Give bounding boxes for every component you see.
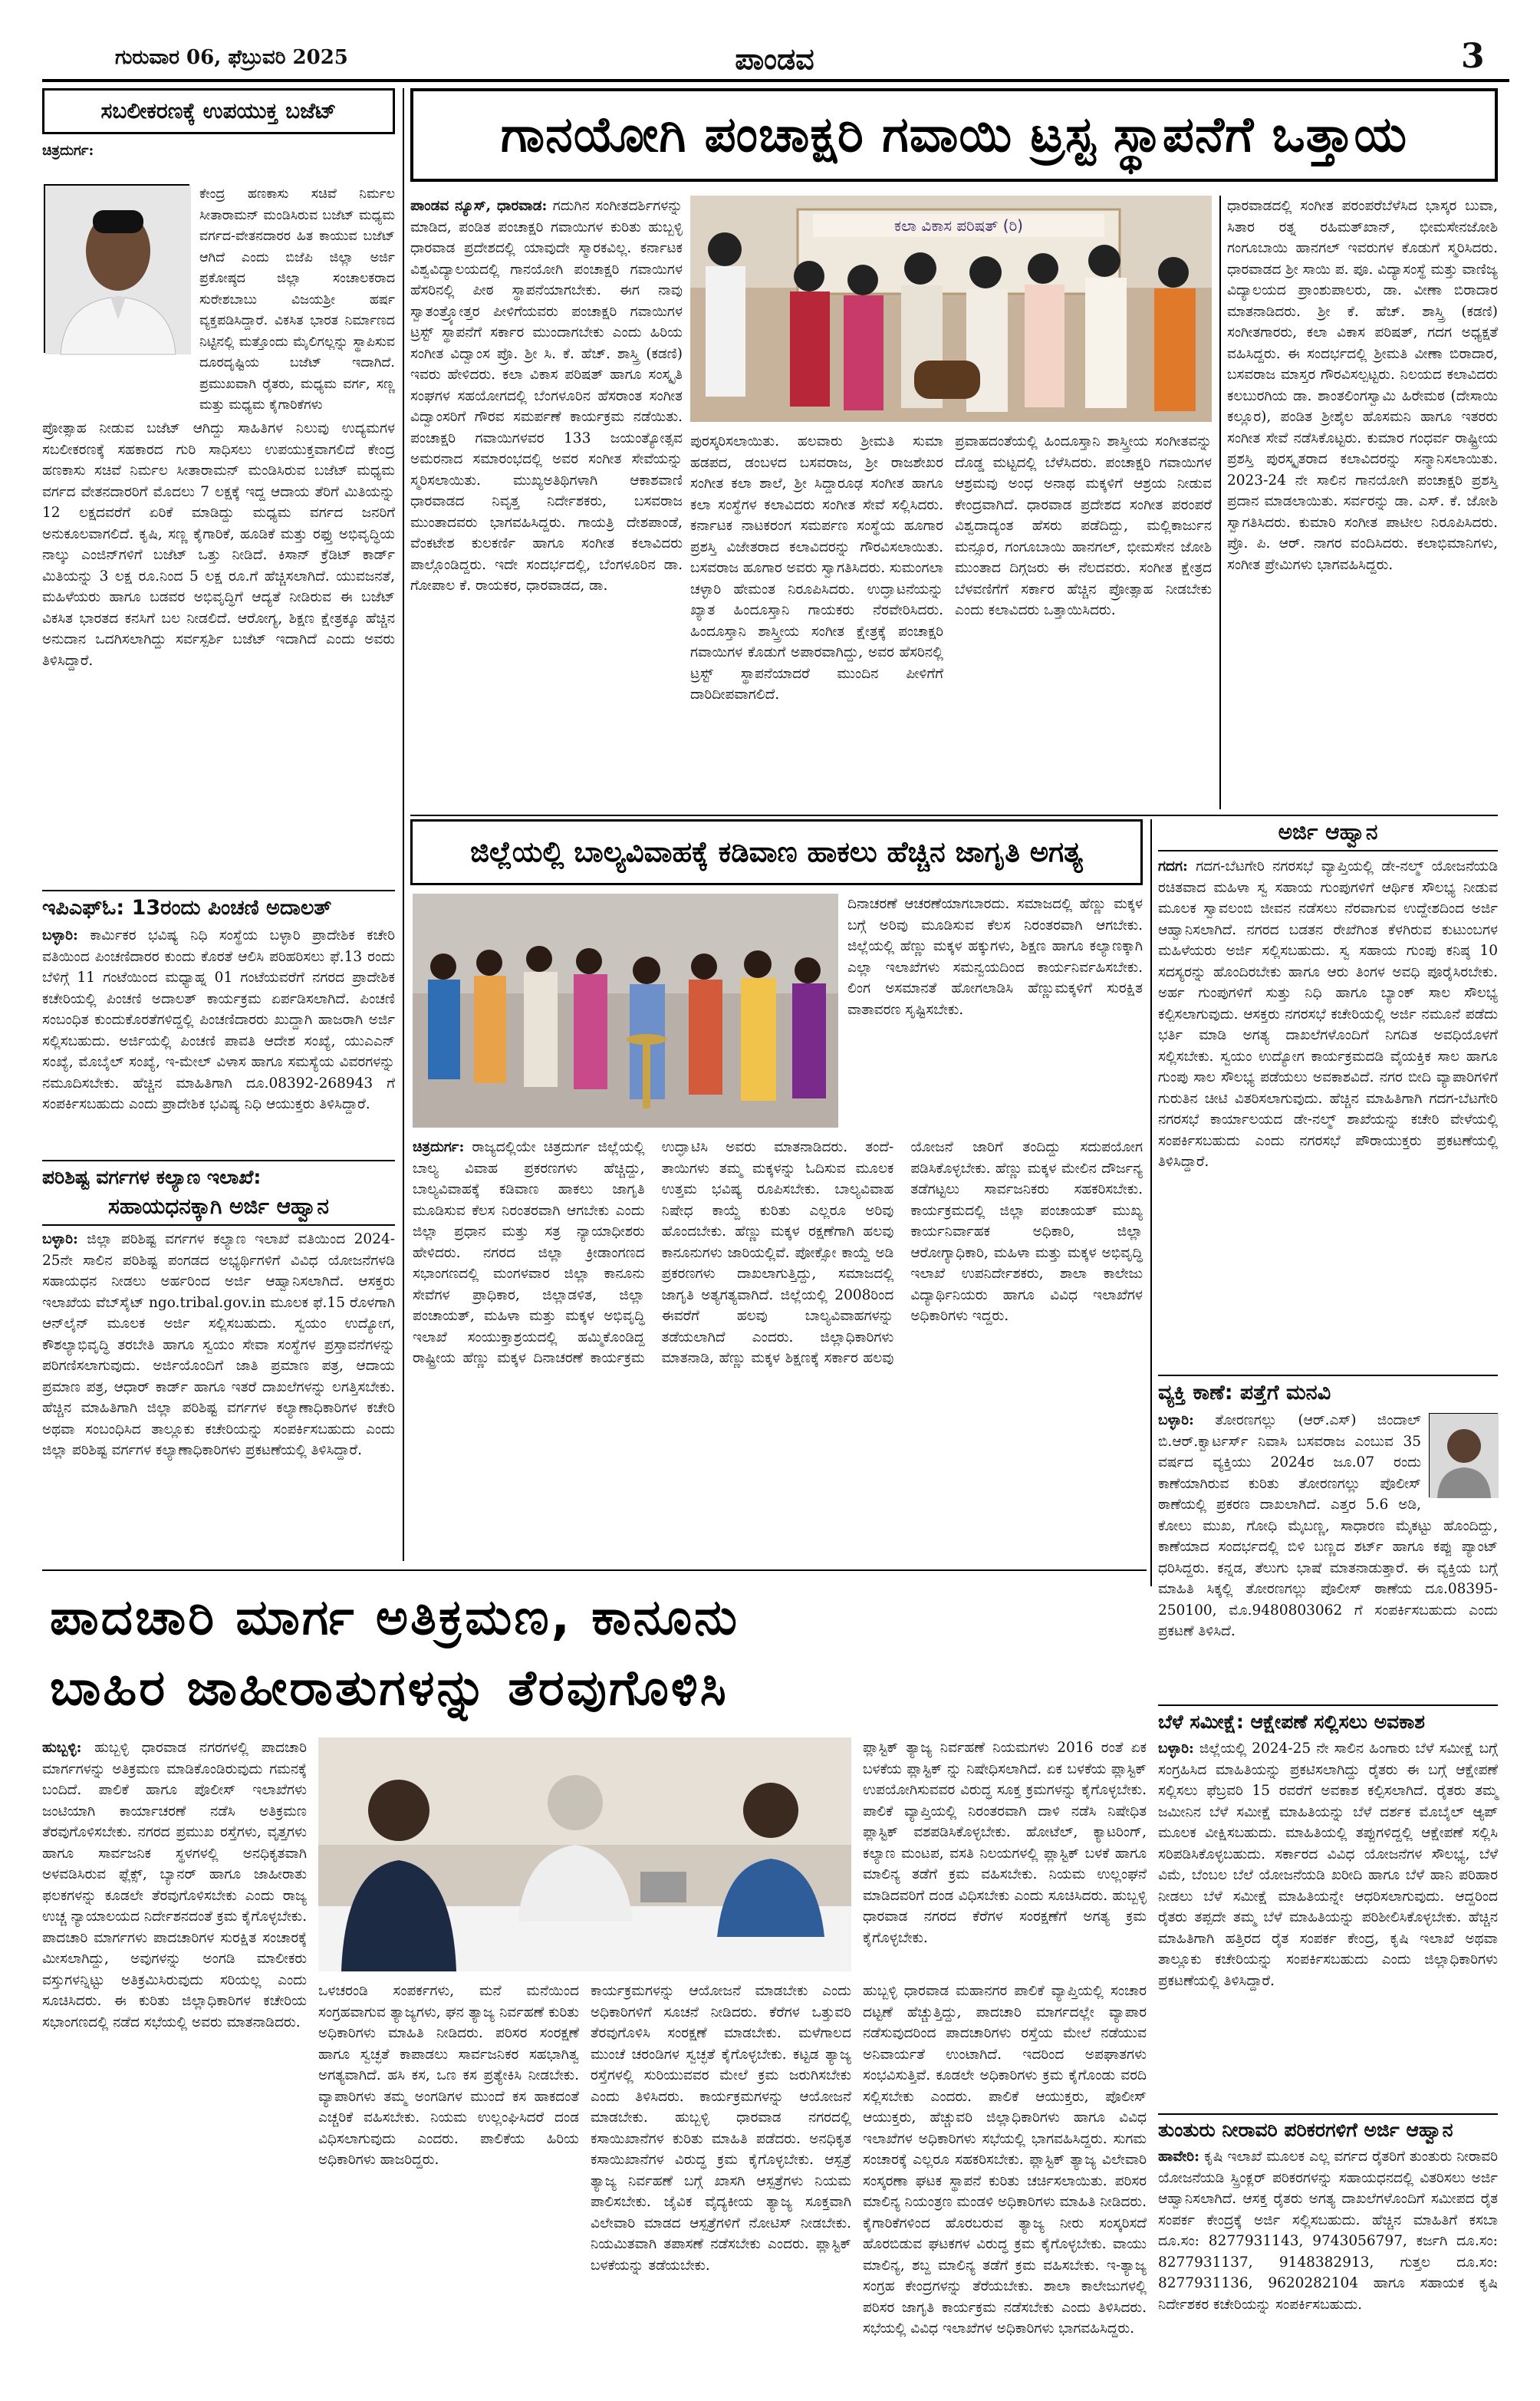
trust-body-mid: ಪುರಸ್ಕರಿಸಲಾಯಿತು. ಹಲವಾರು ಶ್ರೀಮತಿ ಸುಮಾ ಹಡಪದ, ಡಂಬಳದ ಬಸವರಾಜ, ಶ್ರೀ ರಾಜಶೇಖರ ಸಂಗೀತ ಕಲಾ ಶಾಲೆ, ಶ್ರೀ ಸಿದ್ದಾರೂಢ ಸಂಗೀತ ಹಾಗೂ ಕಲಾ ಸಂಸ್ಥೆಗಳ ಕಲಾವಿದರು ಸಂಗೀತ ಸೇವೆ ಸಲ್ಲಿಸಿದರು. ಕರ್ನಾಟಕ ನಾಟಕರಂಗ ಸಮರ್ಪಣ ಸಂಸ್ಥೆಯ ಹೂಗಾರ ಪ್ರಶಸ್ತಿ ವಿಜೇತರಾದ ಕಲಾವಿದರನ್ನು ಗೌರವಿಸಲಾಯಿತು. ಬಸವರಾಜ ಹೂಗಾರ ಅವರು ಸ್ವಾಗತಿಸಿದರು. ಸುಮಂಗಲಾ ಚಳ್ಳಾರಿ ಹೇಮಂತ ನಿರೂಪಿಸಿದರು. ಉದ್ಘಾಟನೆಯನ್ನು ಖ್ಯಾತ ಹಿಂದೂಸ್ತಾನಿ ಗಾಯಕರು ನೆರವೇರಿಸಿದರು. ಹಿಂದೂಸ್ತಾನಿ ಶಾಸ್ತ್ರೀಯ ಸಂಗೀತ ಕ್ಷೇತ್ರಕ್ಕೆ ಪಂಚಾಕ್ಷರಿ ಗವಾಯಿಗಳ ಕೊಡುಗೆ ಅಪಾರವಾಗಿದ್ದು, ಅವರ ಹೆಸರಿನಲ್ಲಿ ಟ್ರಸ್ಟ್ ಸ್ಥಾಪನೆಯಾದರೆ ಮುಂದಿನ ಪೀಳಿಗೆಗೆ ದಾರಿದೀಪವಾಗಲಿದೆ.: [690, 433, 944, 703]
trust-event-photo: [690, 196, 1212, 422]
budget-headline-box: [42, 88, 395, 134]
story-missing: [1158, 1381, 1498, 1703]
footpath-headline-1: ಪಾದಚಾರಿ ಮಾರ್ಗ ಅತಿಕ್ರಮಣ, ಕಾನೂನು: [50, 1589, 740, 1646]
epf-body: [42, 925, 395, 1148]
footpath-body-c: ಪ್ಲಾಸ್ಟಿಕ್ ತ್ಯಾಜ್ಯ ನಿರ್ವಹಣೆ ನಿಯಮಗಳು 2016 ರಂತೆ ಏಕ ಬಳಕೆಯ ಪ್ಲಾಸ್ಟಿಕ್ ನ್ನು ನಿಷೇಧಿಸಲಾಗಿದೆ. ಏಕ ಬಳಕೆಯ ಪ್ಲಾಸ್ಟಿಕ್ ಉಪಯೋಗಿಸುವವರ ವಿರುದ್ಧ ಸೂಕ್ತ ಕ್ರಮಗಳನ್ನು ಕೈಗೊಳ್ಳಬೇಕು. ಪಾಲಿಕೆ ವ್ಯಾಪ್ತಿಯಲ್ಲಿ ನಿರಂತರವಾಗಿ ದಾಳಿ ನಡೆಸಿ ನಿಷೇಧಿತ ಪ್ಲಾಸ್ಟಿಕ್ ವಶಪಡಿಸಿಕೊಳ್ಳಬೇಕು. ಹೋಟೆಲ್, ಕ್ಯಾಟರಿಂಗ್, ಕಲ್ಯಾಣ ಮಂಟಪ, ವಸತಿ ನಿಲಯಗಳಲ್ಲಿ ಪ್ಲಾಸ್ಟಿಕ್ ಬಳಕೆ ಹಾಗೂ ಮಾಲಿನ್ಯ ತಡೆಗೆ ಕ್ರಮ ವಹಿಸಬೇಕು. ನಿಯಮ ಉಲ್ಲಂಘನೆ ಮಾಡಿದವರಿಗೆ ದಂಡ ವಿಧಿಸಬೇಕು ಎಂದು ಸೂಚಿಸಿದರು. ಹುಬ್ಬಳ್ಳಿ ಧಾರವಾಡ ನಗರದ ಕೆರೆಗಳ ಸಂರಕ್ಷಣೆಗೆ ಅಗತ್ಯ ಕ್ರಮ ಕೈಗೊಳ್ಳಬೇಕು.: [863, 1740, 1147, 1946]
trust-body-far: ಧಾರವಾಡದಲ್ಲಿ ಸಂಗೀತ ಪರಂಪರೆಬೆಳೆಸಿದ ಭಾಸ್ಕರ ಬುವಾ, ಸಿತಾರ ರತ್ನ ರಹಿಮತ್‌ಖಾನ್, ಭೀಮಸೇನಜೋಶಿ ಗಂಗೂಬಾಯಿ ಹಾನಗಲ್ ಇವರುಗಳ ಕೊಡುಗೆ ಸ್ಮರಿಸಿದರು. ಧಾರವಾಡದ ಶ್ರೀ ಸಾಯಿ ಪ. ಪೂ. ವಿದ್ಯಾಸಂಸ್ಥೆ ಮತ್ತು ವಾಣಿಜ್ಯ ವಿದ್ಯಾಲಯದ ಪ್ರಾಂಶುಪಾಲರು, ಡಾ. ವೀಣಾ ಬಿರಾದಾರ ಮಾತನಾಡಿದರು. ಶ್ರೀ ಕೆ. ಹೆಚ್. ಶಾಸ್ತ್ರಿ (ಕಡಣಿ) ಸಂಗೀತಗಾರರು, ಕಲಾ ವಿಕಾಸ ಪರಿಷತ್, ಗದಗ ಅಧ್ಯಕ್ಷತೆ ವಹಿಸಿದ್ದರು. ಈ ಸಂದರ್ಭದಲ್ಲಿ ಶ್ರೀಮತಿ ವೀಣಾ ಬಿರಾದಾರ, ಬಸವರಾಜ ಮಾಸ್ತರ ಗೌರವಿಸಲ್ಪಟ್ಟರು. ನಿಲಯದ ಕಲಾವಿದರು ಕಲಬುರಗಿಯ ಡಾ. ಶಾಂತಲಿಂಗಸ್ವಾಮಿ ಹಿರೇಮಠ (ದೇಸಾಯಿ ಕಲ್ಲೂರ), ಪಂಡಿತ ಶ್ರೀಶೈಲ ಹೊಸಮನಿ ಹಾಗೂ ಇತರರು ಸಂಗೀತ ಸೇವೆ ನಡೆಸಿಕೊಟ್ಟರು. ಕುಮಾರ ಗಂಧರ್ವ ರಾಷ್ಟ್ರೀಯ ಪ್ರಶಸ್ತಿ ಪುರಸ್ಕೃತರಾದ ಕಲಾವಿದರನ್ನು ಸನ್ಮಾನಿಸಲಾಯಿತು. 2023-24 ನೇ ಸಾಲಿನ ಗಾನಯೋಗಿ ಪಂಚಾಕ್ಷರಿ ಪ್ರಶಸ್ತಿ ಪ್ರದಾನ ಮಾಡಲಾಯಿತು. ಸರ್ವರನ್ನು ಡಾ. ಎಸ್. ಕೆ. ಜೋಶಿ ಸ್ವಾಗತಿಸಿದರು. ಕುಮಾರಿ ಸಂಗೀತ ಪಾಟೀಲ ನಿರೂಪಿಸಿದರು. ಪ್ರೊ. ಪಿ. ಆರ್. ನಾಗರ ವಂದಿಸಿದರು. ಕಲಾಭಿಮಾನಿಗಳು, ಸಂಗೀತ ಪ್ರೇಮಿಗಳು ಭಾಗವಹಿಸಿದ್ದರು.: [1227, 198, 1498, 573]
childmarriage-body-top-col: [847, 894, 1143, 1128]
footpath-headline-box: [42, 1576, 1147, 1730]
missing-dateline: ಬಳ್ಳಾರಿ:: [1158, 1412, 1194, 1428]
childmarriage-body: [413, 1137, 1143, 1369]
tribal-body-text: ಜಿಲ್ಲಾ ಪರಿಶಿಷ್ಟ ವರ್ಗಗಳ ಕಲ್ಯಾಣ ಇಲಾಖೆ ವತಿಯಿಂದ 2024-25ನೇ ಸಾಲಿನ ಪರಿಶಿಷ್ಟ ಪಂಗಡದ ಅಭ್ಯರ್ಥಿಗಳಿಗೆ ವಿವಿಧ ಯೋಜನೆಗಳಡಿ ಸಹಾಯಧನ ನೀಡಲು ಅರ್ಹರಿಂದ ಅರ್ಜಿ ಆಹ್ವಾನಿಸಲಾಗಿದೆ. ಆಸಕ್ತರು ಇಲಾಖೆಯ ವೆಬ್‌ಸೈಟ್ ngo.tribal.gov.in ಮೂಲಕ ಫೆ.15 ರೊಳಗಾಗಿ ಆನ್‌ಲೈನ್ ಮೂಲಕ ಅರ್ಜಿ ಸಲ್ಲಿಸಬಹುದು. ಸ್ವಯಂ ಉದ್ಯೋಗ, ಕೌಶಲ್ಯಾಭಿವೃದ್ಧಿ ತರಬೇತಿ ಹಾಗೂ ಸ್ವಯಂ ಸೇವಾ ಸಂಸ್ಥೆಗಳ ಪ್ರಸ್ತಾವನೆಗಳನ್ನು ಪರಿಗಣಿಸಲಾಗುವುದು. ಅರ್ಜಿಯೊಂದಿಗೆ ಜಾತಿ ಪ್ರಮಾಣ ಪತ್ರ, ಆದಾಯ ಪ್ರಮಾಣ ಪತ್ರ, ಆಧಾರ್ ಕಾರ್ಡ್ ಹಾಗೂ ಇತರೆ ದಾಖಲೆಗಳನ್ನು ಲಗತ್ತಿಸಬೇಕು. ಹೆಚ್ಚಿನ ಮಾಹಿತಿಗಾಗಿ ಜಿಲ್ಲಾ ಪರಿಶಿಷ್ಟ ವರ್ಗಗಳ ಕಲ್ಯಾಣಾಧಿಕಾರಿಗಳ ಕಚೇರಿ ಅಥವಾ ಸಂಬಂಧಿಸಿದ ತಾಲ್ಲೂಕು ಕಚೇರಿಯನ್ನು ಸಂಪರ್ಕಿಸಬಹುದು ಎಂದು ಜಿಲ್ಲಾ ಪರಿಶಿಷ್ಟ ವರ್ಗಗಳ ಕಲ್ಯಾಣಾಧಿಕಾರಿಗಳು ಪ್ರಕಟಣೆಯಲ್ಲಿ ತಿಳಿಸಿದ್ದಾರೆ.: [42, 1231, 395, 1458]
childmarriage-body-top: ದಿನಾಚರಣೆ ಆಚರಣೆಯಾಗಬಾರದು. ಸಮಾಜದಲ್ಲಿ ಹೆಣ್ಣು ಮಕ್ಕಳ ಬಗ್ಗೆ ಅರಿವು ಮೂಡಿಸುವ ಕೆಲಸ ನಿರಂತರವಾಗಿ ಆಗಬೇಕು. ಜಿಲ್ಲೆಯಲ್ಲಿ ಹೆಣ್ಣು ಮಕ್ಕಳ ಹಕ್ಕುಗಳು, ಶಿಕ್ಷಣ ಹಾಗೂ ಕಲ್ಯಾಣಕ್ಕಾಗಿ ಎಲ್ಲಾ ಇಲಾಖೆಗಳು ಸಮನ್ವಯದಿಂದ ಕಾರ್ಯನಿರ್ವಹಿಸಬೇಕು. ಲಿಂಗ ಅಸಮಾನತೆ ಹೋಗಲಾಡಿಸಿ ಹೆಣ್ಣುಮಕ್ಕಳಿಗೆ ಸುರಕ್ಷಿತ ವಾತಾವರಣ ಸೃಷ್ಟಿಸಬೇಕು.: [847, 896, 1143, 1018]
footpath-body-d-text: ಕಾರ್ಯಕ್ರಮಗಳನ್ನು ಆಯೋಜನೆ ಮಾಡಬೇಕು ಎಂದು ಅಧಿಕಾರಿಗಳಿಗೆ ಸೂಚನೆ ನೀಡಿದರು. ಕೆರೆಗಳ ಒತ್ತುವರಿ ತೆರವುಗೊಳಿಸಿ ಸಂರಕ್ಷಣೆ ಮಾಡಬೇಕು. ಮಳೆಗಾಲದ ಮುಂಚೆ ಚರಂಡಿಗಳ ಸ್ವಚ್ಛತೆ ಕೈಗೊಳ್ಳಬೇಕು. ಕಟ್ಟಡ ತ್ಯಾಜ್ಯ ರಸ್ತೆಗಳಲ್ಲಿ ಸುರಿಯುವವರ ಮೇಲೆ ಕ್ರಮ ಜರುಗಿಸಬೇಕು ಎಂದು ತಿಳಿಸಿದರು.: [591, 1983, 851, 2105]
application-body-text: ಗದಗ-ಬೆಟಗೇರಿ ನಗರಸಭೆ ವ್ಯಾಪ್ತಿಯಲ್ಲಿ ಡೇ-ನಲ್ಮ್ ಯೋಜನೆಯಡಿ ರಚಿತವಾದ ಮಹಿಳಾ ಸ್ವ ಸಹಾಯ ಗುಂಪುಗಳಿಗೆ ಆರ್ಥಿಕ ಸೌಲಭ್ಯ ನೀಡುವ ಮೂಲಕ ಸ್ವಾವಲಂಬಿ ಜೀವನ ನಡೆಸಲು ನೆರವಾಗುವ ಉದ್ದೇಶದಿಂದ ಅರ್ಜಿ ಆಹ್ವಾನಿಸಲಾಗಿದೆ. ನಗರದ ಬಡತನ ರೇಖೆಗಿಂತ ಕೆಳಗಿರುವ ಕುಟುಂಬಗಳ ಮಹಿಳೆಯರು ಅರ್ಜಿ ಸಲ್ಲಿಸಬಹುದು. ಸ್ವ ಸಹಾಯ ಗುಂಪು ಕನಿಷ್ಠ 10 ಸದಸ್ಯರನ್ನು ಹೊಂದಿರಬೇಕು ಹಾಗೂ ಆರು ತಿಂಗಳ ಅವಧಿ ಪೂರೈಸಿರಬೇಕು. ಅರ್ಹ ಗುಂಪುಗಳಿಗೆ ಸುತ್ತು ನಿಧಿ ಹಾಗೂ ಬ್ಯಾಂಕ್ ಸಾಲ ಸೌಲಭ್ಯ ಕಲ್ಪಿಸಲಾಗುವುದು. ಆಸಕ್ತರು ನಗರಸಭೆ ಕಚೇರಿಯಲ್ಲಿ ಅರ್ಜಿ ನಮೂನೆ ಪಡೆದು ಭರ್ತಿ ಮಾಡಿ ಅಗತ್ಯ ದಾಖಲೆಗಳೊಂದಿಗೆ ನಿಗದಿತ ಅವಧಿಯೊಳಗೆ ಸಲ್ಲಿಸಬೇಕು. ಸ್ವಯಂ ಉದ್ಯೋಗ ಕಾರ್ಯಕ್ರಮದಡಿ ವೈಯಕ್ತಿಕ ಸಾಲ ಹಾಗೂ ಗುಂಪು ಸಾಲ ಸೌಲಭ್ಯ ಪಡೆಯಲು ಅವಕಾಶವಿದೆ. ನಗರ ಬೀದಿ ವ್ಯಾಪಾರಿಗಳಿಗೆ ಗುರುತಿನ ಚೀಟಿ ವಿತರಿಸಲಾಗುವುದು. ಹೆಚ್ಚಿನ ಮಾಹಿತಿಗಾಗಿ ಗದಗ-ಬೆಟಗೇರಿ ನಗರಸಭೆ ಕಾರ್ಯಾಲಯದ ಡೇ-ನಲ್ಮ್ ಶಾಖೆಯನ್ನು ಕಚೇರಿ ವೇಳೆಯಲ್ಲಿ ಸಂಪರ್ಕಿಸಬಹುದು ಎಂದು ನಗರಸಭೆ ಪೌರಾಯುಕ್ತರು ಪ್ರಕಟಣೆಯಲ್ಲಿ ತಿಳಿಸಿದ್ದಾರೆ.: [1158, 858, 1498, 1170]
childmarriage-event-photo: [413, 894, 838, 1128]
photo-banner-text: ಕಲಾ ವಿಕಾಸ ಪರಿಷತ್ (ರಿ): [894, 216, 1023, 235]
trust-body-far-col: [1227, 196, 1498, 808]
officials-meeting-photo-icon: [318, 1737, 851, 1971]
column-rule: [1219, 196, 1221, 809]
tribal-headline-2: ಸಹಾಯಧನಕ್ಕಾಗಿ ಅರ್ಜಿ ಆಹ್ವಾನ: [42, 1194, 395, 1226]
footpath-body-c-col: [863, 1737, 1147, 1971]
crop-body: [1158, 1738, 1498, 2099]
trust-dateline: ಪಾಂಡವ ನ್ಯೂಸ್, ಧಾರವಾಡ:: [410, 198, 548, 214]
story-application: [1158, 819, 1498, 1372]
childmarriage-body-col: [413, 1137, 1143, 1551]
crop-headline: ಬೆಳೆ ಸಮೀಕ್ಷೆ: ಆಕ್ಷೇಪಣೆ ಸಲ್ಲಿಸಲು ಅವಕಾಶ: [1158, 1711, 1425, 1733]
childmarriage-headline-box: [410, 819, 1143, 885]
masthead-paper-name: ಪಾಂಡವ: [735, 42, 814, 76]
irrigation-body: [1158, 2146, 1498, 2369]
trust-body-left-col: [410, 196, 683, 808]
trust-headline: ಗಾನಯೋಗಿ ಪಂಚಾಕ್ಷರಿ ಗವಾಯಿ ಟ್ರಸ್ಟ ಸ್ಥಾಪನೆಗೆ ಒತ್ತಾಯ: [500, 107, 1408, 163]
trust-body-mid-col: [690, 431, 943, 807]
divider: [410, 815, 1498, 816]
budget-body-wrap: ಕೇಂದ್ರ ಹಣಕಾಸು ಸಚಿವೆ ನಿರ್ಮಲ ಸೀತಾರಾಮನ್ ಮಂಡಿಸಿರುವ ಬಜೆಟ್ ಮಧ್ಯಮ ವರ್ಗದ-ವೇತನದಾರರ ಹಿತ ಕಾಯುವ ಬಜೆಟ್ ಆಗಿದೆ ಎಂದು ಬಿಜೆಪಿ ಜಿಲ್ಲಾ ಅರ್ಜಿ ಪ್ರಕೋಷ್ಠದ ಜಿಲ್ಲಾ ಸಂಚಾಲಕರಾದ ಸುರೇಶಬಾಬು ವಿಜಯಶ್ರೀ ಹರ್ಷ ವ್ಯಕ್ತಪಡಿಸಿದ್ದಾರೆ. ವಿಕಸಿತ ಭಾರತ ನಿರ್ಮಾಣದ ನಿಟ್ಟಿನಲ್ಲಿ ಮತ್ತೊಂದು ಮೈಲಿಗಲ್ಲನ್ನು ಸ್ಥಾಪಿಸುವ ದೂರದೃಷ್ಟಿಯ ಬಜೆಟ್ ಇದಾಗಿದೆ. ಪ್ರಮುಖವಾಗಿ ರೈತರು, ಮಧ್ಯಮ ವರ್ಗ, ಸಣ್ಣ ಮತ್ತು ಮಧ್ಯಮ ಕೈಗಾರಿಕೆಗಳು: [199, 186, 395, 413]
missing-person-photo: [1429, 1413, 1498, 1497]
crop-dateline: ಬಳ್ಳಾರಿ:: [1158, 1741, 1194, 1757]
divider: [1158, 1375, 1498, 1376]
trust-body-left-text: ಗದುಗಿನ ಸಂಗೀತದರ್ಶಿಗಳನ್ನು ಮಾಡಿದ, ಪಂಡಿತ ಪಂಚಾಕ್ಷರಿ ಗವಾಯಿಗಳ ಕುರಿತು ಹುಬ್ಬಳ್ಳಿ ಧಾರವಾಡ ಪ್ರದೇಶದಲ್ಲಿ ಯಾವುದೇ ಸ್ಮಾರಕವಿಲ್ಲ. ಕರ್ನಾಟಕ ವಿಶ್ವವಿದ್ಯಾಲಯದಲ್ಲಿ ಗಾನಯೋಗಿ ಪಂಚಾಕ್ಷರಿ ಗವಾಯಿಗಳ ಹೆಸರಿನಲ್ಲಿ ಪೀಠ ಸ್ಥಾಪನೆಯಾಗಬೇಕು. ಈಗ ನಾವು ಸ್ವಾತಂತ್ರ್ಯೋತ್ತರ ಪೀಳಿಗೆಯವರು ಪಂಚಾಕ್ಷರಿ ಗವಾಯಿಗಳ ಟ್ರಸ್ಟ್ ಸ್ಥಾಪನೆಗೆ ಸರ್ಕಾರ ಮುಂದಾಗಬೇಕು ಎಂದು ಹಿರಿಯ ಸಂಗೀತ ವಿದ್ವಾಂಸ ಪ್ರೊ. ಶ್ರೀ ಸಿ. ಕೆ. ಹೆಚ್. ಶಾಸ್ತ್ರಿ (ಕಡಣಿ) ಇವರು ಹೇಳಿದರು. ಕಲಾ ವಿಕಾಸ ಪರಿಷತ್ ಹಾಗೂ ಸಂಸ್ಕೃತಿ ಸಂಘಗಳ ಸಹಯೋಗದಲ್ಲಿ ಬೆಂಗಳೂರಿನ ಹೆಸರಾಂತ ಸಂಗೀತ ವಿದ್ವಾಂಸರಿಗೆ ಗೌರವ ಸಮರ್ಪಣೆ ಕಾರ್ಯಕ್ರಮ ನಡೆಯಿತು. ಪಂಚಾಕ್ಷರಿ ಗವಾಯಿಗಳವರ 133 ಜಯಂತ್ಯೋತ್ಸವ ಅಮರನಾದ ಸಮಾರಂಭದಲ್ಲಿ ಅವರ ಸಂಗೀತ ಸೇವೆಯನ್ನು ಸ್ಮರಿಸಲಾಯಿತು. ಮುಖ್ಯಅತಿಥಿಗಳಾಗಿ ಆಕಾಶವಾಣಿ ಧಾರವಾಡದ ನಿವೃತ್ತ ನಿರ್ದೇಶಕರು, ಬಸವರಾಜ ಮುಂತಾದವರು ಭಾಗವಹಿಸಿದ್ದರು. ಗಾಯತ್ರಿ ದೇಶಪಾಂಡೆ, ವೆಂಕಟೇಶ ಕುಲಕರ್ಣಿ ಹಾಗೂ ಸಂಗೀತ ಕಲಾವಿದರು ಪಾಲ್ಗೊಂಡಿದ್ದರು. ಇದೇ ಸಂದರ್ಭದಲ್ಲಿ, ಬೆಂಗಳೂರಿನ ಡಾ. ಗೋಪಾಲ ಕೆ. ರಾಯಕರ, ಧಾರವಾಡದ, ಡಾ.: [410, 198, 683, 594]
missing-headline: ವ್ಯಕ್ತಿ ಕಾಣೆ: ಪತ್ತೆಗೆ ಮನವಿ: [1158, 1381, 1331, 1405]
missing-person-icon: [1430, 1414, 1499, 1498]
group-felicitation-photo-icon: [690, 196, 1212, 422]
footpath-body-a-text: ಹುಬ್ಬಳ್ಳಿ ಧಾರವಾಡ ನಗರಗಳಲ್ಲಿ ಪಾದಚಾರಿ ಮಾರ್ಗಗಳನ್ನು ಅತಿಕ್ರಮಣ ಮಾಡಿಕೊಂಡಿರುವುದು ಗಮನಕ್ಕೆ ಬಂದಿದೆ. ಪಾಲಿಕೆ ಹಾಗೂ ಪೊಲೀಸ್ ಇಲಾಖೆಗಳು ಜಂಟಿಯಾಗಿ ಕಾರ್ಯಾಚರಣೆ ನಡೆಸಿ ಅತಿಕ್ರಮಣ ತೆರವುಗೊಳಿಸಬೇಕು. ನಗರದ ಪ್ರಮುಖ ರಸ್ತೆಗಳು, ವೃತ್ತಗಳು ಹಾಗೂ ಸಾರ್ವಜನಿಕ ಸ್ಥಳಗಳಲ್ಲಿ ಅನಧಿಕೃತವಾಗಿ ಅಳವಡಿಸಿರುವ ಫ್ಲೆಕ್ಸ್, ಬ್ಯಾನರ್ ಹಾಗೂ ಜಾಹೀರಾತು ಫಲಕಗಳನ್ನು ಕೂಡಲೇ ತೆರವುಗೊಳಿಸಬೇಕು ಎಂದು ರಾಜ್ಯ ಉಚ್ಚ ನ್ಯಾಯಾಲಯದ ನಿರ್ದೇಶನದಂತೆ ಕ್ರಮ ಕೈಗೊಳ್ಳಬೇಕು. ಪಾದಚಾರಿ ಮಾರ್ಗಗಳು ಪಾದಚಾರಿಗಳ ಸುರಕ್ಷಿತ ಸಂಚಾರಕ್ಕೆ ಮೀಸಲಾಗಿದ್ದು, ಅವುಗಳನ್ನು ಅಂಗಡಿ ಮಾಲೀಕರು ವಸ್ತುಗಳನ್ನಿಟ್ಟು ಅತಿಕ್ರಮಿಸಿರುವುದು ಸರಿಯಲ್ಲ ಎಂದು ಸೂಚಿಸಿದರು. ಈ ಕುರಿತು ಜಿಲ್ಲಾಧಿಕಾರಿಗಳ ಕಚೇರಿಯ ಸಭಾಂಗಣದಲ್ಲಿ ನಡೆದ ಸಭೆಯಲ್ಲಿ ಅವರು ಮಾತನಾಡಿದರು.: [42, 1740, 308, 2030]
budget-portrait-photo: [44, 184, 189, 353]
trust-body-right: ಪ್ರವಾಹದಂತೆಯಲ್ಲಿ ಹಿಂದೂಸ್ತಾನಿ ಶಾಸ್ತ್ರೀಯ ಸಂಗೀತವನ್ನು ದೊಡ್ಡ ಮಟ್ಟದಲ್ಲಿ ಬೆಳೆಸಿದರು. ಪಂಚಾಕ್ಷರಿ ಗವಾಯಿಗಳ ಆಶ್ರಮವು ಅಂಧ ಅನಾಥ ಮಕ್ಕಳಿಗೆ ಆಶ್ರಯ ನೀಡುವ ಕೇಂದ್ರವಾಗಿದೆ. ಧಾರವಾಡ ಪ್ರದೇಶದ ಸಂಗೀತ ಪರಂಪರೆ ವಿಶ್ವದಾದ್ಯಂತ ಹೆಸರು ಪಡೆದಿದ್ದು, ಮಲ್ಲಿಕಾರ್ಜುನ ಮನ್ಸೂರ, ಗಂಗೂಬಾಯಿ ಹಾನಗಲ್, ಭೀಮಸೇನ ಜೋಶಿ ಮುಂತಾದ ದಿಗ್ಗಜರು ಈ ನೆಲದವರು. ಸಂಗೀತ ಕ್ಷೇತ್ರದ ಬೆಳವಣಿಗೆಗೆ ಸರ್ಕಾರ ಹೆಚ್ಚಿನ ಪ್ರೋತ್ಸಾಹ ನೀಡಬೇಕು ಎಂದು ಕಲಾವಿದರು ಒತ್ತಾಯಿಸಿದರು.: [955, 433, 1212, 618]
story-tribal: [42, 1166, 395, 1565]
epf-headline: ಇಪಿಎಫ್‌ಓ: 13ರಂದು ಪಿಂಚಣಿ ಅದಾಲತ್: [42, 896, 332, 920]
footpath-body-d: [591, 1981, 851, 2374]
missing-body-text: ತೋರಣಗಲ್ಲು (ಆರ್.ಎಸ್) ಜಿಂದಾಲ್ ಬಿ.ಆರ್.ಕ್ವಾರ್ಟರ್ಸ್ ನಿವಾಸಿ ಬಸವರಾಜ ಎಂಬುವ 35 ವರ್ಷದ ವ್ಯಕ್ತಿಯು 2024ರ ಜೂ.07 ರಂದು ಕಾಣೆಯಾಗಿರುವ ಕುರಿತು ತೋರಣಗಲ್ಲು ಪೊಲೀಸ್ ಠಾಣೆಯಲ್ಲಿ ಪ್ರಕರಣ ದಾಖಲಾಗಿದೆ. ಎತ್ತರ 5.6 ಅಡಿ, ಕೋಲು ಮುಖ, ಗೋಧಿ ಮೈಬಣ್ಣ, ಸಾಧಾರಣ ಮೈಕಟ್ಟು ಹೊಂದಿದ್ದು, ಕಾಣೆಯಾದ ಸಂದರ್ಭದಲ್ಲಿ ಬಿಳಿ ಬಣ್ಣದ ಶರ್ಟ್ ಹಾಗೂ ಕಪ್ಪು ಪ್ಯಾಂಟ್ ಧರಿಸಿದ್ದರು. ಕನ್ನಡ, ತೆಲುಗು ಭಾಷೆ ಮಾತನಾಡುತ್ತಾರೆ. ಈ ವ್ಯಕ್ತಿಯ ಬಗ್ಗೆ ಮಾಹಿತಿ ಸಿಕ್ಕಲ್ಲಿ ತೋರಣಗಲ್ಲು ಪೊಲೀಸ್ ಠಾಣೆಯ ದೂ.08395-250100, ಮೊ.9480803062 ಗೆ ಸಂಪರ್ಕಿಸಬಹುದು ಎಂದು ಪ್ರಕಟಣೆ ತಿಳಿಸಿದೆ.: [1158, 1412, 1498, 1639]
irrigation-dateline: ಹಾವೇರಿ:: [1158, 2149, 1199, 2165]
footpath-body-g-col: [863, 1981, 1147, 2374]
epf-dateline: ಬಳ್ಳಾರಿ:: [42, 927, 78, 944]
budget-body-bottom: ಪ್ರೋತ್ಸಾಹ ನೀಡುವ ಬಜೆಟ್ ಆಗಿದ್ದು ಸಾಹಿತಿಗಳ ನಿಲುವು ಉದ್ಯಮಗಳ ಸಬಲೀಕರಣಕ್ಕೆ ಸಹಕಾರದ ಗುರಿ ಸಾಧಿಸಲು ಉಪಯುಕ್ತವಾಗಲಿದೆ ಕೇಂದ್ರ ಹಣಕಾಸು ಸಚಿವೆ ನಿರ್ಮಲ ಸೀತಾರಾಮನ್ ಮಂಡಿಸಿರುವ ಬಜೆಟ್ ಮಧ್ಯಮ ವರ್ಗದ ವೇತನದಾರರಿಗೆ ಮೊದಲು 7 ಲಕ್ಷಕ್ಕೆ ಇದ್ದ ಆದಾಯ ತೆರಿಗೆ ಮಿತಿಯನ್ನು 12 ಲಕ್ಷದವರೆಗೆ ಏರಿಕೆ ಮಾಡಿದ್ದು ಮಧ್ಯಮ ವರ್ಗದ ಜನರಿಗೆ ಅನುಕೂಲವಾಗಲಿದೆ. ಕೃಷಿ, ಸಣ್ಣ ಕೈಗಾರಿಕೆ, ಹೂಡಿಕೆ ಮತ್ತು ರಫ್ತು ಅಭಿವೃದ್ಧಿಯ ನಾಲ್ಕು ಎಂಜಿನ್‌ಗಳಿಗೆ ಬಜೆಟ್ ಒತ್ತು ನೀಡಿದೆ. ಕಿಸಾನ್ ಕ್ರೆಡಿಟ್ ಕಾರ್ಡ್ ಮಿತಿಯನ್ನು 3 ಲಕ್ಷ ರೂ.ನಿಂದ 5 ಲಕ್ಷ ರೂ.ಗೆ ಹೆಚ್ಚಿಸಲಾಗಿದೆ. ಯುವಜನತೆ, ಮಹಿಳೆಯರು ಹಾಗೂ ಬಡವರ ಅಭಿವೃದ್ಧಿಗೆ ಆದ್ಯತೆ ನೀಡಿರುವ ಈ ಬಜೆಟ್ ವಿಕಸಿತ ಭಾರತದ ಕನಸಿಗೆ ಬಲ ನೀಡಲಿದೆ. ಆರೋಗ್ಯ, ಶಿಕ್ಷಣ ಕ್ಷೇತ್ರಕ್ಕೂ ಹೆಚ್ಚಿನ ಅನುದಾನ ಒದಗಿಸಲಾಗಿದ್ದು ಸರ್ವಸ್ಪರ್ಶಿ ಬಜೆಟ್ ಇದಾಗಿದೆ ಎಂದು ಅವರು ತಿಳಿಸಿದ್ದಾರೆ.: [42, 420, 395, 669]
childmarriage-headline: ಜಿಲ್ಲೆಯಲ್ಲಿ ಬಾಲ್ಯವಿವಾಹಕ್ಕೆ ಕಡಿವಾಣ ಹಾಕಲು ಹೆಚ್ಚಿನ ಜಾಗೃತಿ ಅಗತ್ಯ: [470, 835, 1083, 868]
trust-headline-box: [410, 88, 1498, 182]
masthead-rule: [42, 79, 1509, 82]
trust-body-left: [410, 196, 683, 808]
tribal-headline-1: ಪರಿಶಿಷ್ಟ ವರ್ಗಗಳ ಕಲ್ಯಾಣ ಇಲಾಖೆ:: [42, 1166, 262, 1188]
budget-headline: ಸಬಲೀಕರಣಕ್ಕೆ ಉಪಯುಕ್ತ ಬಜೆಟ್: [100, 98, 337, 124]
application-headline: ಅರ್ಜಿ ಆಹ್ವಾನ: [1158, 819, 1498, 851]
trust-body-right-col: [955, 431, 1212, 807]
story-epf: [42, 896, 395, 1157]
application-body: [1158, 856, 1498, 1362]
divider: [42, 890, 395, 891]
footpath-body-a-col: [42, 1737, 307, 2374]
person-portrait-icon: [45, 186, 191, 354]
divider: [42, 1569, 1147, 1571]
divider: [1158, 2113, 1498, 2115]
footpath-body-g: [863, 1981, 1147, 2374]
footpath-headline-2: ಬಾಹಿರ ಜಾಹೀರಾತುಗಳನ್ನು ತೆರವುಗೊಳಿಸಿ: [50, 1660, 729, 1717]
budget-dateline: ಚಿತ್ರದುರ್ಗ:: [42, 143, 94, 159]
childmarriage-dateline: ಚಿತ್ರದುರ್ಗ:: [413, 1139, 465, 1155]
page-number: 3: [1461, 37, 1485, 76]
application-dateline: ಗದಗ:: [1158, 858, 1188, 874]
story-irrigation: [1158, 2119, 1498, 2376]
crop-body-text: ಜಿಲ್ಲೆಯಲ್ಲಿ 2024-25 ನೇ ಸಾಲಿನ ಹಿಂಗಾರು ಬೆಳೆ ಸಮೀಕ್ಷೆ ಬಗ್ಗೆ ಸಂಗ್ರಹಿಸಿದ ಮಾಹಿತಿಯನ್ನು ಪ್ರಕಟಿಸಲಾಗಿದ್ದು ರೈತರು ಈ ಬಗ್ಗೆ ಆಕ್ಷೇಪಣೆ ಸಲ್ಲಿಸಲು ಫೆಬ್ರವರಿ 15 ರವರೆಗೆ ಅವಕಾಶ ಕಲ್ಪಿಸಲಾಗಿದೆ. ರೈತರು ತಮ್ಮ ಜಮೀನಿನ ಬೆಳೆ ಸಮೀಕ್ಷೆ ಮಾಹಿತಿಯನ್ನು ಬೆಳೆ ದರ್ಶಕ ಮೊಬೈಲ್ ಆ್ಯಪ್ ಮೂಲಕ ವೀಕ್ಷಿಸಬಹುದು. ಮಾಹಿತಿಯಲ್ಲಿ ತಪ್ಪುಗಳಿದ್ದಲ್ಲಿ ಆಕ್ಷೇಪಣೆ ಸಲ್ಲಿಸಿ ಸರಿಪಡಿಸಿಕೊಳ್ಳಬಹುದು. ಸರ್ಕಾರದ ವಿವಿಧ ಯೋಜನೆಗಳ ಸೌಲಭ್ಯ, ಬೆಳೆ ವಿಮೆ, ಬೆಂಬಲ ಬೆಲೆ ಯೋಜನೆಯಡಿ ಖರೀದಿ ಹಾಗೂ ಬೆಳೆ ಹಾನಿ ಪರಿಹಾರ ನೀಡಲು ಬೆಳೆ ಸಮೀಕ್ಷೆ ಮಾಹಿತಿಯನ್ನೇ ಆಧರಿಸಲಾಗುವುದು. ಆದ್ದರಿಂದ ರೈತರು ತಪ್ಪದೇ ತಮ್ಮ ಬೆಳೆ ಮಾಹಿತಿಯನ್ನು ಪರಿಶೀಲಿಸಿಕೊಳ್ಳಬೇಕು. ಹೆಚ್ಚಿನ ಮಾಹಿತಿಗಾಗಿ ಹತ್ತಿರದ ರೈತ ಸಂಪರ್ಕ ಕೇಂದ್ರ, ಕೃಷಿ ಇಲಾಖೆ ಅಥವಾ ತಾಲ್ಲೂಕು ಕಚೇರಿಯನ್ನು ಸಂಪರ್ಕಿಸಬಹುದು ಎಂದು ಜಿಲ್ಲಾಧಿಕಾರಿಗಳು ಪ್ರಕಟಣೆಯಲ್ಲಿ ತಿಳಿಸಿದ್ದಾರೆ.: [1158, 1741, 1498, 1989]
story-crop: [1158, 1711, 1498, 2110]
footpath-body-b-text: ಹುಬ್ಬಳ್ಳಿ ಧಾರವಾಡ ಮಹಾನಗರ ಪಾಲಿಕೆ ವ್ಯಾಪ್ತಿಯಲ್ಲಿ ಸಂಚಾರ ದಟ್ಟಣೆ ಹೆಚ್ಚುತ್ತಿದ್ದು, ಪಾದಚಾರಿ ಮಾರ್ಗದಲ್ಲೇ ವ್ಯಾಪಾರ ನಡೆಸುವುದರಿಂದ ಪಾದಚಾರಿಗಳು ರಸ್ತೆಯ ಮೇಲೆ ನಡೆಯುವ ಅನಿವಾರ್ಯತೆ ಉಂಟಾಗಿದೆ. ಇದರಿಂದ ಅಪಘಾತಗಳು ಸಂಭವಿಸುತ್ತಿವೆ. ಕೂಡಲೇ ಅಧಿಕಾರಿಗಳು ಕ್ರಮ ಕೈಗೊಂಡು ವರದಿ ಸಲ್ಲಿಸಬೇಕು ಎಂದರು. ಪಾಲಿಕೆ ಆಯುಕ್ತರು, ಪೊಲೀಸ್ ಆಯುಕ್ತರು, ಹೆಚ್ಚುವರಿ ಜಿಲ್ಲಾಧಿಕಾರಿಗಳು ಹಾಗೂ ವಿವಿಧ ಇಲಾಖೆಗಳ ಅಧಿಕಾರಿಗಳು ಸಭೆಯಲ್ಲಿ ಭಾಗವಹಿಸಿದ್ದರು. ಸುಗಮ ಸಂಚಾರಕ್ಕೆ ಎಲ್ಲರೂ ಸಹಕರಿಸಬೇಕು.: [863, 1983, 1147, 2168]
irrigation-headline: ತುಂತುರು ನೀರಾವರಿ ಪರಿಕರಗಳಿಗೆ ಅರ್ಜಿ ಆಹ್ವಾನ: [1158, 2119, 1453, 2141]
column-rule: [1150, 819, 1152, 1586]
footpath-meeting-photo: [318, 1737, 851, 1971]
masthead-date: ಗುರುವಾರ 06, ಫೆಬ್ರುವರಿ 2025: [115, 46, 348, 69]
tribal-dateline: ಬಳ್ಳಾರಿ:: [42, 1231, 78, 1247]
footpath-body-g-text: ಪ್ಲಾಸ್ಟಿಕ್ ತ್ಯಾಜ್ಯ ವಿಲೇವಾರಿ ಸಂಸ್ಕರಣಾ ಘಟಕ ಸ್ಥಾಪನೆ ಕುರಿತು ಚರ್ಚಿಸಲಾಯಿತು. ಪರಿಸರ ಮಾಲಿನ್ಯ ನಿಯಂತ್ರಣ ಮಂಡಳಿ ಅಧಿಕಾರಿಗಳು ಮಾಹಿತಿ ನೀಡಿದರು. ಕೈಗಾರಿಕೆಗಳಿಂದ ಹೊರಬರುವ ತ್ಯಾಜ್ಯ ನೀರು ಸಂಸ್ಕರಿಸದೆ ಹೊರಬಿಡುವ ಘಟಕಗಳ ವಿರುದ್ಧ ಕ್ರಮ ಕೈಗೊಳ್ಳಬೇಕು. ವಾಯು ಮಾಲಿನ್ಯ, ಶಬ್ದ ಮಾಲಿನ್ಯ ತಡೆಗೆ ಕ್ರಮ ವಹಿಸಬೇಕು. ಇ-ತ್ಯಾಜ್ಯ ಸಂಗ್ರಹ ಕೇಂದ್ರಗಳನ್ನು ತೆರೆಯಬೇಕು. ಶಾಲಾ ಕಾಲೇಜುಗಳಲ್ಲಿ ಪರಿಸರ ಜಾಗೃತಿ ಕಾರ್ಯಕ್ರಮ ನಡೆಸಬೇಕು ಎಂದು ತಿಳಿಸಿದರು. ಸಭೆಯಲ್ಲಿ ವಿವಿಧ ಇಲಾಖೆಗಳ ಅಧಿಕಾರಿಗಳು ಭಾಗವಹಿಸಿದ್ದರು.: [863, 2152, 1147, 2337]
epf-body-text: ಕಾರ್ಮಿಕರ ಭವಿಷ್ಯ ನಿಧಿ ಸಂಸ್ಥೆಯ ಬಳ್ಳಾರಿ ಪ್ರಾದೇಶಿಕ ಕಚೇರಿ ವತಿಯಿಂದ ಪಿಂಚಣಿದಾರರ ಕುಂದು ಕೊರತೆ ಆಲಿಸಿ ಪರಿಹರಿಸಲು ಫೆ.13 ರಂದು ಬೆಳಿಗ್ಗೆ 11 ಗಂಟೆಯಿಂದ ಮಧ್ಯಾಹ್ನ 01 ಗಂಟೆಯವರೆಗೆ ನಗರದ ಪ್ರಾದೇಶಿಕ ಕಚೇರಿಯಲ್ಲಿ ಪಿಂಚಣಿ ಅದಾಲತ್ ಕಾರ್ಯಕ್ರಮ ಏರ್ಪಡಿಸಲಾಗಿದೆ. ಪಿಂಚಣಿ ಸಂಬಂಧಿತ ಕುಂದುಕೊರತೆಗಳಿದ್ದಲ್ಲಿ ಪಿಂಚಣಿದಾರರು ಖುದ್ದಾಗಿ ಹಾಜರಾಗಿ ಅರ್ಜಿ ಸಲ್ಲಿಸಬಹುದು. ಅರ್ಜಿಯಲ್ಲಿ ಪಿಂಚಣಿ ಪಾವತಿ ಆದೇಶ ಸಂಖ್ಯೆ, ಯುಎಎನ್ ಸಂಖ್ಯೆ, ಮೊಬೈಲ್ ಸಂಖ್ಯೆ, ಇ-ಮೇಲ್ ವಿಳಾಸ ಹಾಗೂ ಸಮಸ್ಯೆಯ ವಿವರಗಳನ್ನು ನಮೂದಿಸಬೇಕು. ಹೆಚ್ಚಿನ ಮಾಹಿತಿಗಾಗಿ ದೂ.08392-268943 ಗೆ ಸಂಪರ್ಕಿಸಬಹುದು ಎಂದು ಪ್ರಾದೇಶಿಕ ಭವಿಷ್ಯ ನಿಧಿ ಆಯುಕ್ತರು ತಿಳಿಸಿದ್ದಾರೆ.: [42, 927, 395, 1112]
column-rule: [403, 88, 404, 1561]
footpath-body-a: [42, 1737, 307, 2374]
irrigation-body-text: ಕೃಷಿ ಇಲಾಖೆ ಮೂಲಕ ಎಲ್ಲ ವರ್ಗದ ರೈತರಿಗೆ ತುಂತುರು ನೀರಾವರಿ ಯೋಜನೆಯಡಿ ಸ್ಪ್ರಿಂಕ್ಲರ್ ಪರಿಕರಗಳನ್ನು ಸಹಾಯಧನದಲ್ಲಿ ವಿತರಿಸಲು ಅರ್ಜಿ ಆಹ್ವಾನಿಸಲಾಗಿದೆ. ಆಸಕ್ತ ರೈತರು ಅಗತ್ಯ ದಾಖಲೆಗಳೊಂದಿಗೆ ಸಮೀಪದ ರೈತ ಸಂಪರ್ಕ ಕೇಂದ್ರಕ್ಕೆ ಅರ್ಜಿ ಸಲ್ಲಿಸಬಹುದು. ಹೆಚ್ಚಿನ ಮಾಹಿತಿಗೆ ಕಸಬಾ ದೂ.ಸಂ: 8277931143, 9743056797, ಕರ್ಜಗಿ ದೂ.ಸಂ: 8277931137, 9148382913, ಗುತ್ತಲ ದೂ.ಸಂ: 8277931136, 9620282104 ಹಾಗೂ ಸಹಾಯಕ ಕೃಷಿ ನಿರ್ದೇಶಕರ ಕಚೇರಿಯನ್ನು ಸಂಪರ್ಕಿಸಬಹುದು.: [1158, 2149, 1498, 2313]
footpath-dateline: ಹುಬ್ಬಳ್ಳಿ:: [42, 1740, 82, 1756]
story-budget: [42, 88, 395, 886]
divider: [1158, 1704, 1498, 1706]
budget-body-top: [42, 140, 395, 183]
childmarriage-body-text: ರಾಜ್ಯದಲ್ಲಿಯೇ ಚಿತ್ರದುರ್ಗ ಜಿಲ್ಲೆಯಲ್ಲಿ ಬಾಲ್ಯ ವಿವಾಹ ಪ್ರಕರಣಗಳು ಹೆಚ್ಚಿದ್ದು, ಬಾಲ್ಯವಿವಾಹಕ್ಕೆ ಕಡಿವಾಣ ಹಾಕಲು ಜಾಗೃತಿ ಮೂಡಿಸುವ ಕೆಲಸ ನಿರಂತರವಾಗಿ ಆಗಬೇಕು ಎಂದು ಜಿಲ್ಲಾ ಪ್ರಧಾನ ಮತ್ತು ಸತ್ರ ನ್ಯಾಯಾಧೀಶರು ಹೇಳಿದರು. ನಗರದ ಜಿಲ್ಲಾ ಕ್ರೀಡಾಂಗಣದ ಸಭಾಂಗಣದಲ್ಲಿ ಮಂಗಳವಾರ ಜಿಲ್ಲಾ ಕಾನೂನು ಸೇವೆಗಳ ಪ್ರಾಧಿಕಾರ, ಜಿಲ್ಲಾಡಳಿತ, ಜಿಲ್ಲಾ ಪಂಚಾಯತ್, ಮಹಿಳಾ ಮತ್ತು ಮಕ್ಕಳ ಅಭಿವೃದ್ಧಿ ಇಲಾಖೆ ಸಂಯುಕ್ತಾಶ್ರಯದಲ್ಲಿ ಹಮ್ಮಿಕೊಂಡಿದ್ದ ರಾಷ್ಟ್ರೀಯ ಹೆಣ್ಣು ಮಕ್ಕಳ ದಿನಾಚರಣೆ ಕಾರ್ಯಕ್ರಮ ಉದ್ಘಾಟಿಸಿ ಅವರು ಮಾತನಾಡಿದರು. ತಂದೆ-ತಾಯಿಗಳು ತಮ್ಮ ಮಕ್ಕಳನ್ನು ಓದಿಸುವ ಮೂಲಕ ಉತ್ತಮ ಭವಿಷ್ಯ ರೂಪಿಸಬೇಕು. ಬಾಲ್ಯವಿವಾಹ ನಿಷೇಧ ಕಾಯ್ದೆ ಕುರಿತು ಎಲ್ಲರೂ ಅರಿವು ಹೊಂದಬೇಕು. ಹೆಣ್ಣು ಮಕ್ಕಳ ರಕ್ಷಣೆಗಾಗಿ ಹಲವು ಕಾನೂನುಗಳು ಜಾರಿಯಲ್ಲಿವೆ. ಪೋಕ್ಸೋ ಕಾಯ್ದೆ ಅಡಿ ಪ್ರಕರಣಗಳು ದಾಖಲಾಗುತ್ತಿದ್ದು, ಸಮಾಜದಲ್ಲಿ ಜಾಗೃತಿ ಅತ್ಯಗತ್ಯವಾಗಿದೆ. ಜಿಲ್ಲೆಯಲ್ಲಿ 2008ರಿಂದ ಈವರೆಗೆ ಹಲವು ಬಾಲ್ಯವಿವಾಹಗಳನ್ನು ತಡೆಯಲಾಗಿದೆ ಎಂದರು. ಜಿಲ್ಲಾಧಿಕಾರಿಗಳು ಮಾತನಾಡಿ, ಹೆಣ್ಣು ಮಕ್ಕಳ ಶಿಕ್ಷಣಕ್ಕೆ ಸರ್ಕಾರ ಹಲವು ಯೋಜನೆ ಜಾರಿಗೆ ತಂದಿದ್ದು ಸದುಪಯೋಗ ಪಡಿಸಿಕೊಳ್ಳಬೇಕು. ಹೆಣ್ಣು ಮಕ್ಕಳ ಮೇಲಿನ ದೌರ್ಜನ್ಯ ತಡೆಗಟ್ಟಲು ಸಾರ್ವಜನಿಕರು ಸಹಕರಿಸಬೇಕು. ಕಾರ್ಯಕ್ರಮದಲ್ಲಿ ಜಿಲ್ಲಾ ಪಂಚಾಯತ್ ಮುಖ್ಯ ಕಾರ್ಯನಿರ್ವಾಹಕ ಅಧಿಕಾರಿ, ಜಿಲ್ಲಾ ಆರೋಗ್ಯಾಧಿಕಾರಿ, ಮಹಿಳಾ ಮತ್ತು ಮಕ್ಕಳ ಅಭಿವೃದ್ಧಿ ಇಲಾಖೆ ಉಪನಿರ್ದೇಶಕರು, ಶಾಲಾ ಕಾಲೇಜು ವಿದ್ಯಾರ್ಥಿನಿಯರು ಹಾಗೂ ವಿವಿಧ ಇಲಾಖೆಗಳ ಅಧಿಕಾರಿಗಳು ಇದ್ದರು.: [413, 1139, 1143, 1366]
footpath-body-f-text: ಕಾರ್ಯಕ್ರಮಗಳನ್ನು ಆಯೋಜನೆ ಮಾಡಬೇಕು. ಹುಬ್ಬಳ್ಳಿ ಧಾರವಾಡ ನಗರದಲ್ಲಿ ಕಸಾಯಿಖಾನೆಗಳ ಕುರಿತು ಮಾಹಿತಿ ಪಡೆದರು. ಅನಧಿಕೃತ ಕಸಾಯಿಖಾನೆಗಳ ವಿರುದ್ಧ ಕ್ರಮ ಕೈಗೊಳ್ಳಬೇಕು. ಆಸ್ಪತ್ರೆ ತ್ಯಾಜ್ಯ ನಿರ್ವಹಣೆ ಬಗ್ಗೆ ಖಾಸಗಿ ಆಸ್ಪತ್ರೆಗಳು ನಿಯಮ ಪಾಲಿಸಬೇಕು. ಜೈವಿಕ ವೈದ್ಯಕೀಯ ತ್ಯಾಜ್ಯ ಸೂಕ್ತವಾಗಿ ವಿಲೇವಾರಿ ಮಾಡದ ಆಸ್ಪತ್ರೆಗಳಿಗೆ ನೋಟಿಸ್ ನೀಡಬೇಕು. ನಿಯಮಿತವಾಗಿ ತಪಾಸಣೆ ನಡೆಸಬೇಕು ಎಂದರು. ಪ್ಲಾಸ್ಟಿಕ್ ಬಳಕೆಯನ್ನು ತಡೆಯಬೇಕು.: [591, 2088, 851, 2274]
footpath-body-e: ಒಳಚರಂಡಿ ಸಂಪರ್ಕಗಳು, ಮನೆ ಮನೆಯಿಂದ ಸಂಗ್ರಹವಾಗುವ ತ್ಯಾಜ್ಯಗಳು, ಘನ ತ್ಯಾಜ್ಯ ನಿರ್ವಹಣೆ ಕುರಿತು ಅಧಿಕಾರಿಗಳು ಮಾಹಿತಿ ನೀಡಿದರು. ಪರಿಸರ ಸಂರಕ್ಷಣೆ ಹಾಗೂ ಸ್ವಚ್ಛತೆ ಕಾಪಾಡಲು ಸಾರ್ವಜನಿಕರ ಸಹಭಾಗಿತ್ವ ಅಗತ್ಯವಾಗಿದೆ. ಹಸಿ ಕಸ, ಒಣ ಕಸ ಪ್ರತ್ಯೇಕಿಸಿ ನೀಡಬೇಕು. ವ್ಯಾಪಾರಿಗಳು ತಮ್ಮ ಅಂಗಡಿಗಳ ಮುಂದೆ ಕಸ ಹಾಕದಂತೆ ಎಚ್ಚರಿಕೆ ವಹಿಸಬೇಕು. ನಿಯಮ ಉಲ್ಲಂಘಿಸಿದರೆ ದಂಡ ವಿಧಿಸಲಾಗುವುದು ಎಂದರು. ಪಾಲಿಕೆಯ ಹಿರಿಯ ಅಧಿಕಾರಿಗಳು ಹಾಜರಿದ್ದರು.: [318, 1983, 579, 2168]
footpath-body-e-col: [318, 1981, 579, 2374]
tribal-body: [42, 1229, 395, 1566]
lamp-lighting-photo-icon: [413, 894, 838, 1128]
divider: [42, 1160, 395, 1161]
footpath-body-d-col: [591, 1981, 851, 2374]
